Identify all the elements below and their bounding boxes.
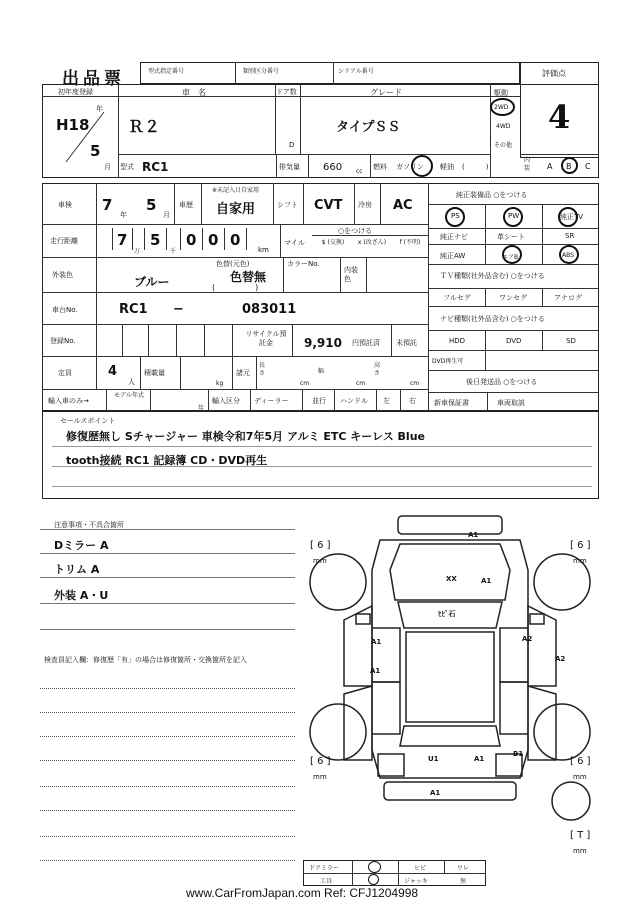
- width-cm: cm: [356, 380, 366, 387]
- navi-hdd[interactable]: HDD: [449, 337, 466, 345]
- mileage-digit-5: 0: [230, 231, 241, 249]
- tire-fl-value: [ 6 ]: [310, 540, 331, 551]
- tire-rr-value: [ 6 ]: [570, 756, 591, 767]
- first-reg-month: 5: [90, 142, 101, 160]
- fuel-gasoline[interactable]: ガソリン: [396, 163, 424, 171]
- sen-unit: 千: [170, 248, 177, 255]
- color-no-label: カラーNo.: [287, 260, 320, 268]
- vehicle-manual[interactable]: 車両取説: [497, 399, 525, 407]
- dvd-playable[interactable]: DVD再生可: [432, 358, 464, 365]
- score-value: 4: [548, 98, 571, 136]
- tire-rr-unit: mm: [573, 773, 587, 781]
- interior-c[interactable]: C: [585, 162, 591, 171]
- mileage-digit-4: 0: [208, 231, 219, 249]
- wheel-rear-left: [310, 704, 366, 760]
- tv-type-title: ＴＶ種類(社外品含む) ○をつける: [440, 272, 545, 280]
- kg-unit: kg: [216, 380, 224, 387]
- chassis-number: 083011: [242, 302, 297, 317]
- year-unit: 年: [96, 105, 103, 113]
- note-item-2: トリム A: [54, 563, 100, 576]
- import-class-label: 輸入区分: [212, 397, 240, 405]
- color-change-paren: ( ): [212, 283, 259, 292]
- sales-points-label: セールスポイント: [60, 417, 116, 425]
- legend-door-mirror: ドアミラー: [309, 865, 339, 872]
- equip-pw[interactable]: PW: [508, 212, 520, 220]
- dims-label: 諸元: [236, 369, 250, 377]
- legend-none: 無: [460, 878, 467, 885]
- tire-fr-value: [ 6 ]: [570, 540, 591, 551]
- chassis-label: 車台No.: [52, 306, 78, 314]
- load-label: 積載量: [144, 369, 165, 377]
- chassis-dash: −: [173, 302, 184, 317]
- note-item-3: 外装 A・U: [54, 589, 109, 602]
- legend-tools-circle: [368, 874, 379, 885]
- doors-label: ドア数: [276, 88, 297, 96]
- mileage-digit-3: 0: [186, 231, 197, 249]
- legend-break: ワレ: [457, 865, 470, 872]
- later-shipping-title: 後日発送品 ○をつける: [466, 378, 538, 386]
- sales-points-line2: tooth接続 RC1 記録簿 CD・DVD再生: [66, 454, 268, 467]
- date-slash: [56, 104, 116, 168]
- fuel-gasoline-circle: [411, 155, 433, 177]
- displacement-value: 660: [323, 162, 343, 173]
- meter-swap[interactable]: $ (交換): [321, 239, 345, 246]
- spare-tire: [548, 778, 594, 824]
- ac-label: 冷房: [358, 201, 372, 209]
- navi-type-title: ナビ種類(社外品含む) ○をつける: [440, 315, 545, 323]
- mark-left-door: A1: [370, 667, 381, 675]
- equip-airbag[interactable]: エアB: [502, 254, 519, 261]
- first-reg-year: H18: [56, 116, 90, 134]
- new-warranty[interactable]: 新車保証書: [434, 399, 469, 407]
- history-label: 車歴: [179, 201, 193, 209]
- cc-unit: cc: [356, 168, 363, 175]
- drive-label: 駆動: [494, 89, 508, 97]
- tire-rl-value: [ 6 ]: [310, 756, 331, 767]
- history-note: ※未記入日自家用: [212, 187, 260, 194]
- meter-unknown[interactable]: f (不明): [399, 239, 421, 246]
- meter-tamper[interactable]: x (改ざん): [357, 239, 387, 246]
- score-label: 評価点: [542, 69, 566, 78]
- car-name-label: 車 名: [182, 88, 206, 97]
- first-reg-label: 初年度登録: [58, 88, 93, 96]
- km-unit: km: [258, 246, 269, 254]
- capacity-value: 4: [108, 364, 118, 379]
- model-cert-label: 型式指定番号: [148, 68, 185, 75]
- equip-ps-circle: [445, 207, 465, 227]
- drive-2wd[interactable]: 2WD: [494, 104, 509, 111]
- displacement-label: 排気量: [279, 163, 300, 171]
- length-label: 長さ: [259, 362, 266, 377]
- fuel-label: 燃料: [373, 163, 387, 171]
- car-name-value: Ｒ２: [128, 117, 161, 136]
- dealer-option[interactable]: ディーラー: [254, 397, 289, 405]
- sheet-title: 出品票: [62, 69, 125, 89]
- drive-other[interactable]: その他: [494, 142, 513, 149]
- color-value: ブルー: [134, 275, 170, 289]
- header-code-box: [140, 62, 520, 84]
- recycle-label: リサイクル預託金: [245, 330, 287, 347]
- drive-4wd[interactable]: 4WD: [496, 123, 511, 130]
- fuel-other: ( ): [462, 163, 489, 171]
- model-label: 型式: [120, 163, 134, 171]
- model-value: RC1: [142, 160, 169, 174]
- mark-hood-xx: XX: [446, 575, 457, 583]
- chassis-prefix: RC1: [119, 302, 148, 317]
- equip-leather[interactable]: 革シート: [497, 233, 525, 241]
- drive-2wd-circle: [490, 98, 515, 116]
- mileage-digit-1: 7: [117, 231, 128, 249]
- interior-b[interactable]: B: [566, 162, 572, 171]
- footer-watermark: www.CarFromJapan.com Ref: CFJ1204998: [186, 886, 419, 900]
- mark-hood-a1: A1: [481, 577, 492, 585]
- legend-crack: ヒビ: [414, 865, 427, 872]
- inspector-label: 検査員記入欄：修復歴「有」の場合は修復箇所・交換箇所を記入: [44, 656, 247, 664]
- legend-jack: ジャッキ: [404, 878, 428, 885]
- inspection-label: 車検: [58, 201, 72, 209]
- inspection-month: 5: [146, 196, 157, 214]
- width-label: 幅: [318, 368, 325, 375]
- registration-label: 登録No.: [50, 337, 76, 345]
- grade-value: タイプＳＳ: [336, 120, 401, 135]
- recycle-value: 9,910: [304, 336, 342, 350]
- equip-abs[interactable]: ABS: [562, 252, 574, 259]
- equip-aw[interactable]: 純正AW: [440, 252, 466, 260]
- tv-oneseg[interactable]: ワンセグ: [499, 294, 527, 302]
- equip-navi[interactable]: 純正ナビ: [440, 233, 468, 241]
- mark-rear-glass: U1: [428, 755, 439, 763]
- interior-a[interactable]: A: [547, 162, 553, 171]
- grade-label: グレード: [370, 88, 402, 97]
- inspection-year: 7: [102, 196, 113, 214]
- capacity-label: 定員: [58, 369, 72, 377]
- interior-color-label: 内装色: [344, 266, 358, 283]
- model-year-label: モデル年式: [114, 392, 144, 399]
- mark-rear: A1: [474, 755, 485, 763]
- history-value: 自家用: [216, 202, 256, 217]
- doors-unit: D: [289, 141, 295, 149]
- mark-right-fender: A2: [522, 635, 533, 643]
- height-label: 高さ: [374, 362, 381, 377]
- fuel-diesel[interactable]: 軽油: [440, 163, 454, 171]
- tire-rl-unit: mm: [313, 773, 327, 781]
- recycle-unpaid[interactable]: 未預託: [396, 339, 417, 347]
- inspection-year-unit: 年: [120, 211, 127, 219]
- capacity-unit: 人: [128, 378, 135, 386]
- length-cm: cm: [300, 380, 310, 387]
- tire-fl-unit: mm: [313, 557, 327, 565]
- equip-sr[interactable]: SR: [565, 232, 575, 240]
- mileage-digit-2: 5: [150, 231, 161, 249]
- equip-tv[interactable]: 純正TV: [560, 213, 584, 221]
- serial-no-label: シリアル番号: [338, 68, 374, 75]
- mark-rear-bumper: A1: [430, 789, 441, 797]
- mark-rear-quarter: B1: [513, 750, 524, 758]
- parallel-option[interactable]: 並行: [312, 397, 326, 405]
- steering-left[interactable]: 左: [383, 397, 390, 405]
- legend-tools: 工具: [320, 878, 333, 885]
- wheel-rear-right: [534, 704, 590, 760]
- tire-spare-unit: mm: [573, 847, 587, 855]
- mark-windshield: ﾋﾋﾞ石: [438, 610, 456, 618]
- meter-mark-note: ○をつける: [338, 227, 373, 235]
- equip-airbag-circle: [502, 245, 522, 264]
- ac-value: AC: [393, 198, 413, 213]
- inspection-month-unit: 月: [163, 211, 170, 219]
- navi-dvd[interactable]: DVD: [506, 337, 522, 345]
- tire-fr-unit: mm: [573, 557, 587, 565]
- notes-label: 注意事項・不具合箇所: [54, 521, 124, 529]
- steering-label: ハンドル: [340, 397, 368, 405]
- color-label: 外装色: [52, 271, 73, 279]
- color-change-value: 色替無: [230, 270, 267, 284]
- mark-front-bumper: A1: [468, 531, 479, 539]
- mile-label: マイル: [284, 239, 305, 247]
- sales-points-line1: 修復歴無し Sチャージャー 車検令和7年5月 アルミ ETC キーレス Blue: [66, 430, 425, 443]
- equip-ps[interactable]: PS: [451, 212, 460, 220]
- recycle-paid[interactable]: 円預託済: [352, 339, 380, 347]
- interior-b-circle: [561, 157, 578, 174]
- month-unit: 月: [104, 163, 111, 171]
- legend-mirror-circle: [368, 861, 381, 873]
- equip-abs-circle: [559, 245, 579, 264]
- equip-tv-circle: [558, 207, 578, 227]
- interior-label: 内装: [524, 157, 531, 172]
- shift-value: CVT: [314, 198, 343, 213]
- tire-spare-value: [ T ]: [570, 830, 591, 841]
- navi-sd[interactable]: SD: [566, 337, 576, 345]
- import-label: 輸入車のみ→: [48, 397, 89, 405]
- steering-right[interactable]: 右: [409, 397, 416, 405]
- height-cm: cm: [410, 380, 420, 387]
- color-change-label: 色替(元色): [216, 260, 250, 268]
- mileage-label: 走行距離: [50, 237, 78, 245]
- shift-label: シフト: [277, 201, 298, 209]
- tv-analog[interactable]: アナログ: [554, 294, 582, 302]
- mark-left-fender: A1: [371, 638, 382, 646]
- model-year-unit: 年: [198, 405, 205, 412]
- man-unit: 万: [134, 248, 141, 255]
- equipment-title: 純正装備品 ○をつける: [456, 191, 528, 199]
- note-item-1: Dミラー A: [54, 539, 109, 552]
- tv-fullseg[interactable]: フルセグ: [443, 294, 471, 302]
- mark-right-side: A2: [555, 655, 566, 663]
- class-no-label: 類別区分番号: [243, 68, 280, 75]
- equip-pw-circle: [503, 207, 523, 227]
